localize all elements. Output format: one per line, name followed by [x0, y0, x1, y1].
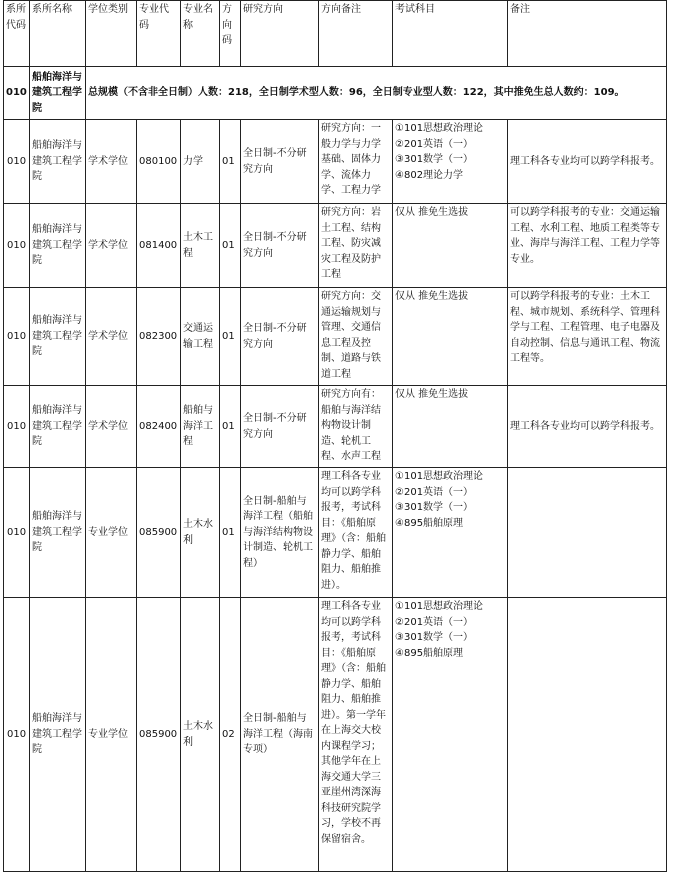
- row-dir-code: 01: [220, 120, 241, 204]
- row-dept-code: 010: [4, 120, 30, 204]
- admissions-table-container: [3, 0, 666, 872]
- row-dir-code: 01: [220, 288, 241, 386]
- row-major-code: 085900: [137, 598, 181, 872]
- summary-text: 总规模（不含非全日制）人数：218，全日制学术型人数：96，全日制专业型人数：122，其中推免生总人数约：109。: [86, 67, 667, 120]
- row-dir-code: 01: [220, 468, 241, 598]
- table-row: [4, 386, 667, 468]
- row-remark: 可以跨学科报考的专业：土木工程、城市规划、系统科学、管理科学与工程、工程管理、电子电器及自动控制、信息与通讯工程、物流工程等。: [508, 288, 667, 386]
- row-remark: 可以跨学科报考的专业：交通运输工程、水利工程、地质工程类等专业、海岸与海洋工程、工程力学等专业。: [508, 204, 667, 288]
- header-dept-code: 系所代码: [4, 1, 30, 67]
- row-exam-subjects: 仅从 推免生选拔: [393, 386, 508, 468]
- header-exam-subjects: 考试科目: [393, 1, 508, 67]
- row-major-code: 082400: [137, 386, 181, 468]
- row-major-name: 船舶与海洋工程: [181, 386, 220, 468]
- row-dir-note: 理工科各专业均可以跨学科报考，考试科目：《船舶原理》（含：船舶静力学、船舶阻力、船舶推进）。: [319, 468, 393, 598]
- row-degree-type: 学术学位: [86, 386, 137, 468]
- row-research-dir: 全日制-不分研究方向: [241, 288, 319, 386]
- table-row: [4, 120, 667, 204]
- row-remark: [508, 598, 667, 872]
- summary-code: 010: [4, 67, 30, 120]
- row-dept-code: 010: [4, 468, 30, 598]
- header-dir-code: 方向码: [220, 1, 241, 67]
- row-degree-type: 专业学位: [86, 468, 137, 598]
- header-row: [4, 1, 667, 67]
- header-dept-name: 系所名称: [30, 1, 86, 67]
- row-remark: 理工科各专业均可以跨学科报考。: [508, 386, 667, 468]
- row-degree-type: 学术学位: [86, 204, 137, 288]
- row-research-dir: 全日制-船舶与海洋工程（船舶与海洋结构物设计制造、轮机工程）: [241, 468, 319, 598]
- row-dept-name: 船舶海洋与建筑工程学院: [30, 386, 86, 468]
- row-dept-code: 010: [4, 598, 30, 872]
- row-dept-name: 船舶海洋与建筑工程学院: [30, 598, 86, 872]
- row-dir-code: 02: [220, 598, 241, 872]
- table-row: [4, 468, 667, 598]
- row-degree-type: 学术学位: [86, 120, 137, 204]
- row-research-dir: 全日制-船舶与海洋工程（海南专项）: [241, 598, 319, 872]
- header-remark: 备注: [508, 1, 667, 67]
- admissions-table: [3, 0, 667, 872]
- row-degree-type: 专业学位: [86, 598, 137, 872]
- row-dept-code: 010: [4, 288, 30, 386]
- row-dir-note: 理工科各专业均可以跨学科报考，考试科目：《船舶原理》（含：船舶静力学、船舶阻力、船舶推进）。第一学年在上海交大校内课程学习；其他学年在上海交通大学三亚崖州湾深海科技研究院学习，学校不再保留宿舍。: [319, 598, 393, 872]
- row-major-code: 081400: [137, 204, 181, 288]
- header-degree-type: 学位类别: [86, 1, 137, 67]
- table-row: [4, 204, 667, 288]
- row-exam-subjects: 仅从 推免生选拔: [393, 204, 508, 288]
- row-dir-code: 01: [220, 386, 241, 468]
- row-dept-name: 船舶海洋与建筑工程学院: [30, 468, 86, 598]
- header-dir-note: 方向备注: [319, 1, 393, 67]
- row-dept-code: 010: [4, 386, 30, 468]
- row-exam-subjects: 仅从 推免生选拔: [393, 288, 508, 386]
- row-major-code: 080100: [137, 120, 181, 204]
- table-row: [4, 598, 667, 872]
- summary-name: 船舶海洋与建筑工程学院: [30, 67, 86, 120]
- row-dir-note: 研究方向有：船舶与海洋结构物设计制造、轮机工程、水声工程: [319, 386, 393, 468]
- row-dir-note: 研究方向：交通运输规划与管理、交通信息工程及控制、道路与铁道工程: [319, 288, 393, 386]
- row-dir-note: 研究方向：一般力学与力学基础、固体力学、流体力学、工程力学: [319, 120, 393, 204]
- row-exam-subjects: ①101思想政治理论 ②201英语（一） ③301数学（一） ④895船舶原理: [393, 468, 508, 598]
- row-research-dir: 全日制-不分研究方向: [241, 204, 319, 288]
- row-dept-name: 船舶海洋与建筑工程学院: [30, 204, 86, 288]
- row-remark: 理工科各专业均可以跨学科报考。: [508, 120, 667, 204]
- summary-row: [4, 67, 667, 120]
- header-research-dir: 研究方向: [241, 1, 319, 67]
- row-remark: [508, 468, 667, 598]
- row-major-code: 082300: [137, 288, 181, 386]
- row-exam-subjects: ①101思想政治理论 ②201英语（一） ③301数学（一） ④895船舶原理: [393, 598, 508, 872]
- row-exam-subjects: ①101思想政治理论 ②201英语（一） ③301数学（一） ④802理论力学: [393, 120, 508, 204]
- row-major-name: 土木水利: [181, 468, 220, 598]
- row-dept-name: 船舶海洋与建筑工程学院: [30, 120, 86, 204]
- row-research-dir: 全日制-不分研究方向: [241, 120, 319, 204]
- row-degree-type: 学术学位: [86, 288, 137, 386]
- row-dir-note: 研究方向：岩土工程、结构工程、防灾减灾工程及防护工程: [319, 204, 393, 288]
- row-major-name: 交通运输工程: [181, 288, 220, 386]
- row-major-code: 085900: [137, 468, 181, 598]
- header-major-name: 专业名称: [181, 1, 220, 67]
- row-major-name: 土木工程: [181, 204, 220, 288]
- header-major-code: 专业代码: [137, 1, 181, 67]
- row-dir-code: 01: [220, 204, 241, 288]
- row-major-name: 力学: [181, 120, 220, 204]
- table-row: [4, 288, 667, 386]
- row-dept-code: 010: [4, 204, 30, 288]
- row-research-dir: 全日制-不分研究方向: [241, 386, 319, 468]
- row-major-name: 土木水利: [181, 598, 220, 872]
- row-dept-name: 船舶海洋与建筑工程学院: [30, 288, 86, 386]
